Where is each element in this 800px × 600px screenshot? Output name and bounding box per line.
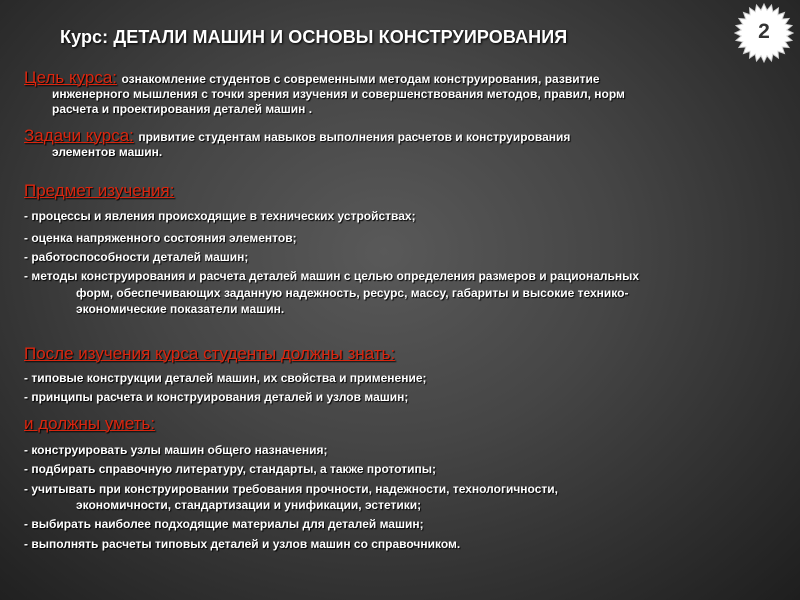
tasks-heading-line	[24, 126, 570, 146]
subject-item: - оценка напряженного состояния элементов;	[24, 231, 297, 245]
subject-item: - работоспособности деталей машин;	[24, 250, 249, 264]
can-item: - конструировать узлы машин общего назначения;	[24, 443, 328, 457]
goal-text-line-1: ознакомление студентов с современными методам конструирования, развитие	[121, 72, 600, 86]
tasks-text-line-2: элементов машин.	[52, 145, 163, 159]
goal-text-line-2: инженерного мышления с точки зрения изучения и совершенствования методов, правил, норм	[52, 87, 625, 101]
subject-item: - процессы и явления происходящие в технических устройствах;	[24, 209, 416, 223]
goal-heading: Цель курса:	[24, 68, 118, 87]
can-heading: и должны уметь:	[24, 414, 156, 433]
goal-heading-line	[24, 68, 600, 88]
tasks-heading: Задачи курса:	[24, 126, 134, 145]
slide-title: Курс: ДЕТАЛИ МАШИН И ОСНОВЫ КОНСТРУИРОВАНИЯ	[60, 27, 568, 47]
subject-item-continuation: форм, обеспечивающих заданную надежность, ресурс, массу, габариты и высокие технико-	[76, 286, 629, 300]
can-item: - выбирать наиболее подходящие материалы для деталей машин;	[24, 517, 424, 531]
can-item: - подбирать справочную литературу, стандарты, а также прототипы;	[24, 462, 437, 476]
can-item: - учитывать при конструировании требования прочности, надежности, технологичности,	[24, 482, 558, 496]
know-item: - типовые конструкции деталей машин, их свойства и применение;	[24, 371, 427, 385]
can-item: - выполнять расчеты типовых деталей и узлов машин со справочником.	[24, 537, 461, 551]
subject-item-continuation: экономические показатели машин.	[76, 302, 285, 316]
tasks-text-line-1: привитие студентам навыков выполнения расчетов и конструирования	[138, 130, 571, 144]
subject-heading: Предмет изучения:	[24, 181, 175, 200]
can-item-continuation: экономичности, стандартизации и унификации, эстетики;	[76, 498, 422, 512]
slide-number-badge	[734, 3, 794, 63]
subject-item: - методы конструирования и расчета деталей машин с целью определения размеров и рациональных	[24, 269, 640, 283]
goal-text-line-3: расчета и проектирования деталей машин .	[52, 102, 313, 116]
know-heading: После изучения курса студенты должны знать:	[24, 344, 396, 363]
know-item: - принципы расчета и конструирования деталей и узлов машин;	[24, 390, 409, 404]
slide-number: 2	[758, 20, 770, 43]
